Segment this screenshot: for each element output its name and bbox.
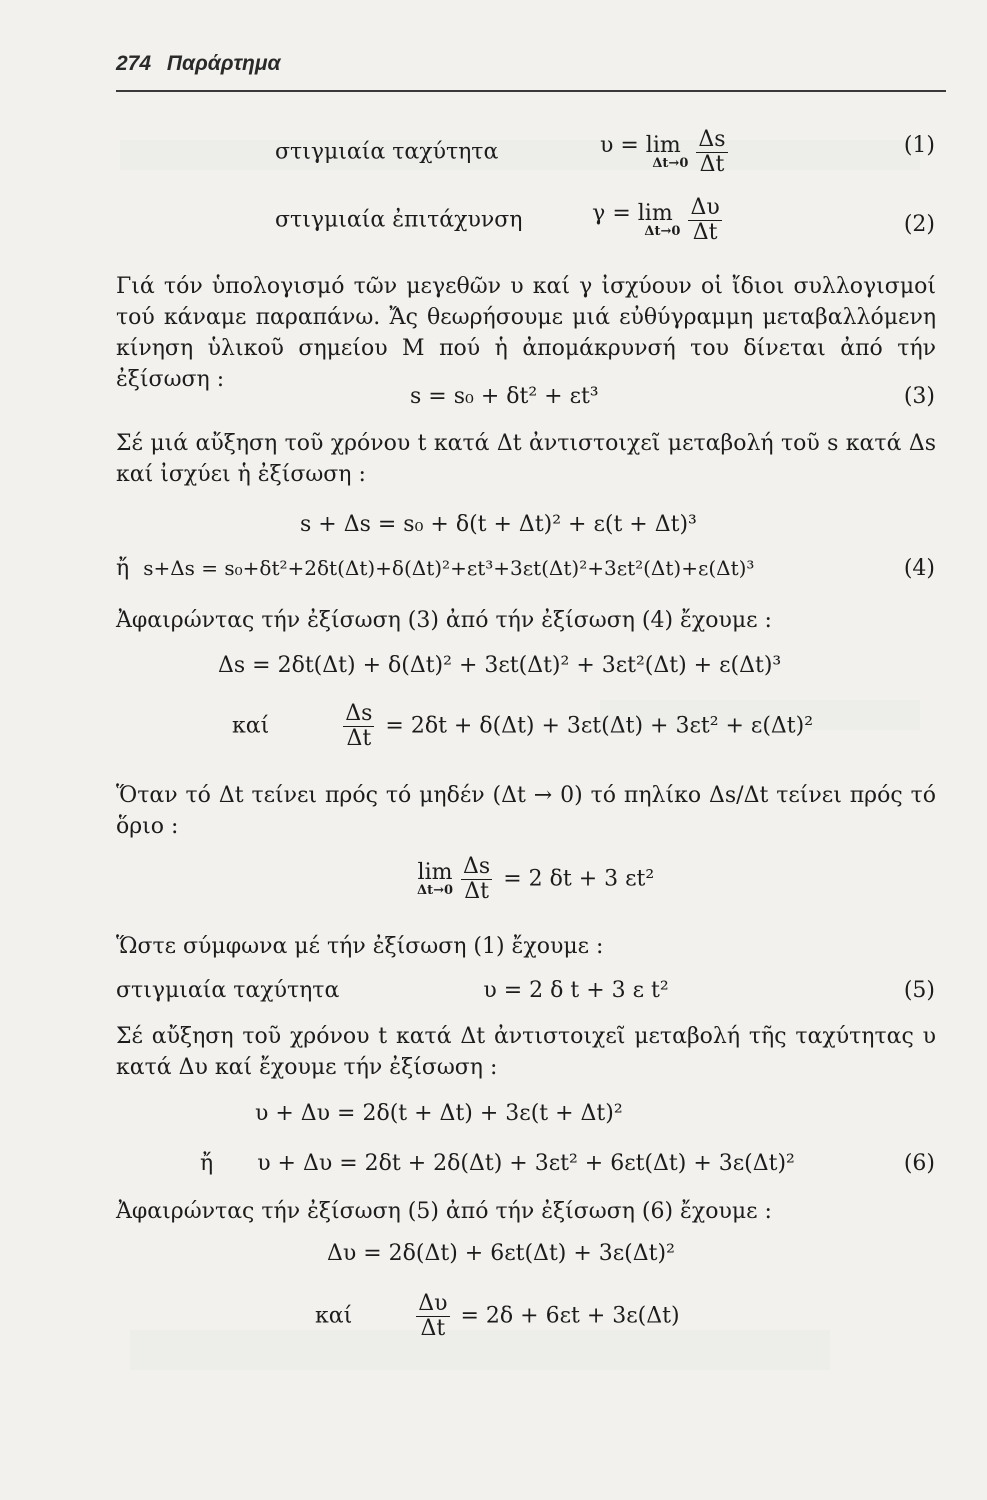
paragraph: Ὅταν τό Δt τείνει πρός τό μηδέν (Δt → 0) τό πηλίκο Δs/Δt τείνει πρός τό ὅριο : [116, 783, 936, 839]
page-header [116, 52, 281, 76]
equation-number: (6) [903, 1151, 935, 1176]
page-title: Παράρτημα [166, 52, 281, 75]
fraction: $\frac{\Delta s}{\Delta t}$ [345, 701, 373, 751]
equation-1 [275, 128, 732, 177]
equation-7b: καί $\frac{\Delta\upsilon}{\Delta t}$ = 2δ + 6εt + 3ε(Δt) [315, 1291, 680, 1341]
equation-number: (1) [903, 133, 935, 158]
equation-label: στιγμιαία ἐπιτάχυνση [275, 207, 523, 233]
equation-6a: υ + Δυ = 2δ(t + Δt) + 3ε(t + Δt)² [255, 1101, 623, 1126]
paragraph: Ὥστε σύμφωνα μέ τήν ἐξίσωση (1) ἔχουμε : [116, 934, 604, 959]
fraction: $\frac{\Delta s}{\Delta t}$ [463, 854, 491, 904]
limit: lim Δt→0 [417, 859, 454, 898]
equation-limit: lim Δt→0 $\frac{\Delta s}{\Delta t}$ = 2 δt + 3 εt² [417, 854, 655, 904]
equation-2 [275, 196, 726, 245]
equation-number: (5) [903, 978, 935, 1003]
equation-number: (3) [903, 384, 935, 409]
equation-label: στιγμιαία ταχύτητα [275, 139, 499, 165]
equation-number: (2) [903, 212, 935, 237]
equation-5b: καί $\frac{\Delta s}{\Delta t}$ = 2δt + δ(Δt) + 3εt(Δt) + 3εt² + ε(Δt)² [232, 701, 814, 751]
equation-5: στιγμιαία ταχύτητα υ = 2 δ t + 3 ε t² [116, 978, 669, 1003]
fraction: $\frac{\Delta s}{\Delta t}$ [698, 127, 726, 177]
paragraph: Γιά τόν ὑπολογισμό τῶν μεγεθῶν υ καί γ ἰσχύουν οἱ ἴδιοι συλλογισμοί τού κάναμε παραπάνω. Ἄς θεωρήσουμε μιά εὐθύγραμμη μεταβαλλόμενη κίνηση ὑλικοῦ σημείου Μ πού ἡ ἀπομάκρυνσή του δίνεται ἀπό τήν ἐξίσωση : [116, 274, 936, 392]
page-number: 274 [116, 52, 152, 75]
fraction: $\frac{\Delta\upsilon}{\Delta t}$ [418, 1291, 448, 1341]
paragraph: Ἀφαιρώντας τήν ἐξίσωση (3) ἀπό τήν ἐξίσωση (4) ἔχουμε : [116, 608, 772, 633]
paragraph: Σέ αὔξηση τοῦ χρόνου t κατά Δt ἀντιστοιχεῖ μεταβολή τῆς ταχύτητας υ κατά Δυ καί ἔχουμε τήν ἐξίσωση : [116, 1024, 936, 1080]
header-rule [116, 90, 946, 92]
equation-4a: s + Δs = s₀ + δ(t + Δt)² + ε(t + Δt)³ [300, 512, 697, 537]
fraction: $\frac{\Delta\upsilon}{\Delta t}$ [690, 195, 720, 245]
limit: υ = lim Δt→0 [599, 132, 689, 171]
paragraph: Ἀφαιρώντας τήν ἐξίσωση (5) ἀπό τήν ἐξίσωση (6) ἔχουμε : [116, 1199, 772, 1224]
equation-3: s = s₀ + δt² + εt³ [410, 384, 599, 409]
equation-number: (4) [903, 556, 935, 581]
equation-5a: Δs = 2δt(Δt) + δ(Δt)² + 3εt(Δt)² + 3εt²(Δt) + ε(Δt)³ [218, 653, 782, 678]
equation-4b: ἤ s+Δs = s₀+δt²+2δt(Δt)+δ(Δt)²+εt³+3εt(Δt)²+3εt²(Δt)+ε(Δt)³ [116, 556, 755, 581]
paragraph: Σέ μιά αὔξηση τοῦ χρόνου t κατά Δt ἀντιστοιχεῖ μεταβολή τοῦ s κατά Δs καί ἰσχύει ἡ ἐξίσωση : [116, 431, 936, 487]
limit: γ = lim Δt→0 [592, 200, 681, 239]
equation-7a: Δυ = 2δ(Δt) + 6εt(Δt) + 3ε(Δt)² [327, 1241, 675, 1266]
equation-6b: ἤ υ + Δυ = 2δt + 2δ(Δt) + 3εt² + 6εt(Δt) + 3ε(Δt)² [200, 1151, 795, 1176]
